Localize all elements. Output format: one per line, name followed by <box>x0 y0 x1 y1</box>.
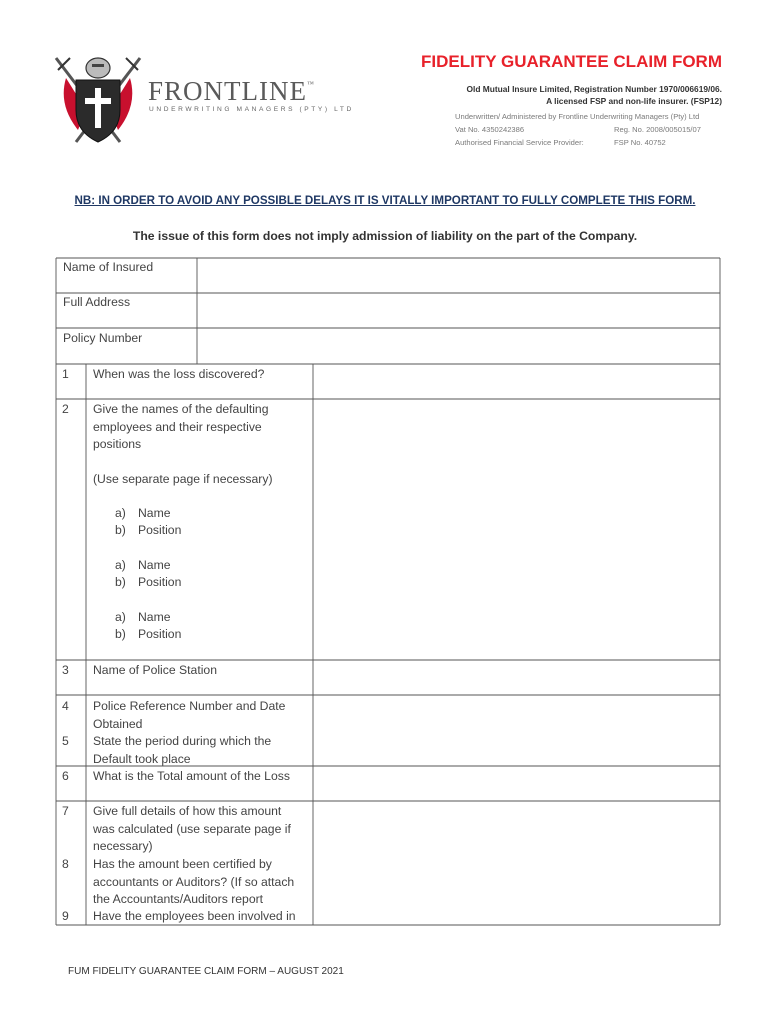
question-number: 3 <box>62 663 69 677</box>
registration-number: Reg. No. 2008/005015/07 <box>614 125 701 134</box>
question-total-loss: What is the Total amount of the Loss <box>93 769 290 783</box>
fsp-number: FSP No. 40752 <box>614 138 666 147</box>
question-number: 6 <box>62 769 69 783</box>
brand-name: FRONTLINE™ <box>148 76 315 106</box>
underwritten-by: Underwritten/ Administered by Frontline Underwriting Managers (Pty) Ltd <box>455 112 700 121</box>
question-employees-involved: Have the employees been involved in <box>93 909 296 923</box>
employee-item-marker: a) <box>115 506 126 520</box>
question-number: 8 <box>62 857 69 871</box>
question-number: 9 <box>62 909 69 923</box>
question-police-reference: Police Reference Number and Date Obtained <box>93 699 286 731</box>
question-number: 7 <box>62 804 69 818</box>
question-number: 2 <box>62 402 69 416</box>
vat-number: Vat No. 4350242386 <box>455 125 525 134</box>
loss-discovered-field[interactable] <box>314 365 719 398</box>
policy-number-field[interactable] <box>198 329 719 363</box>
question-number: 1 <box>62 367 69 381</box>
employee-item-marker: b) <box>115 627 126 641</box>
separate-page-note: (Use separate page if necessary) <box>93 472 273 486</box>
employee-name-label: Name <box>138 558 171 572</box>
employee-item-marker: a) <box>115 558 126 572</box>
employee-position-label: Position <box>138 627 182 641</box>
name-of-insured-label: Name of Insured <box>63 260 154 274</box>
total-loss-field[interactable] <box>314 767 719 800</box>
liability-disclaimer: The issue of this form does not imply admission of liability on the part of the Company. <box>132 229 638 243</box>
employee-item-marker: b) <box>115 575 126 589</box>
question-police-station: Name of Police Station <box>93 663 217 677</box>
employee-name-label: Name <box>138 506 171 520</box>
question-loss-discovered: When was the loss discovered? <box>93 367 265 381</box>
calculation-details-field[interactable] <box>314 802 719 924</box>
insurer-registration: Old Mutual Insure Limited, Registration Number 1970/006619/06. <box>466 84 722 94</box>
brand-subtitle: UNDERWRITING MANAGERS (PTY) LTD <box>149 106 354 113</box>
insurer-licence: A licensed FSP and non-life insurer. (FSP12) <box>546 96 722 106</box>
authorised-fsp-label: Authorised Financial Service Provider: <box>455 138 584 147</box>
employee-name-label: Name <box>138 610 171 624</box>
full-address-label: Full Address <box>63 295 131 309</box>
employee-item-marker: b) <box>115 523 126 537</box>
question-number: 5 <box>62 734 69 748</box>
question-calculation-details: Give full details of how this amount was calculated (use separate page if necessary) <box>93 804 291 853</box>
question-number: 4 <box>62 699 69 713</box>
police-reference-field[interactable] <box>314 696 719 765</box>
question-defaulting-employees: Give the names of the defaulting employees and their respective positions <box>93 402 269 451</box>
full-address-field[interactable] <box>198 294 719 327</box>
police-station-field[interactable] <box>314 661 719 694</box>
question-amount-certified: Has the amount been certified by accountants or Auditors? (If so attach the Accountants/Auditors report <box>93 857 295 906</box>
name-of-insured-field[interactable] <box>198 259 719 292</box>
policy-number-label: Policy Number <box>63 331 143 345</box>
employee-position-label: Position <box>138 523 182 537</box>
defaulting-employees-field[interactable] <box>314 400 719 659</box>
page-footer: FUM FIDELITY GUARANTEE CLAIM FORM – AUGUST 2021 <box>68 966 344 977</box>
form-title: FIDELITY GUARANTEE CLAIM FORM <box>421 52 722 71</box>
employee-position-label: Position <box>138 575 182 589</box>
employee-item-marker: a) <box>115 610 126 624</box>
important-notice: NB: IN ORDER TO AVOID ANY POSSIBLE DELAYS IT IS VITALLY IMPORTANT TO FULLY COMPLETE THIS FORM. <box>74 194 696 207</box>
question-default-period: State the period during which the Default took place <box>93 734 272 766</box>
